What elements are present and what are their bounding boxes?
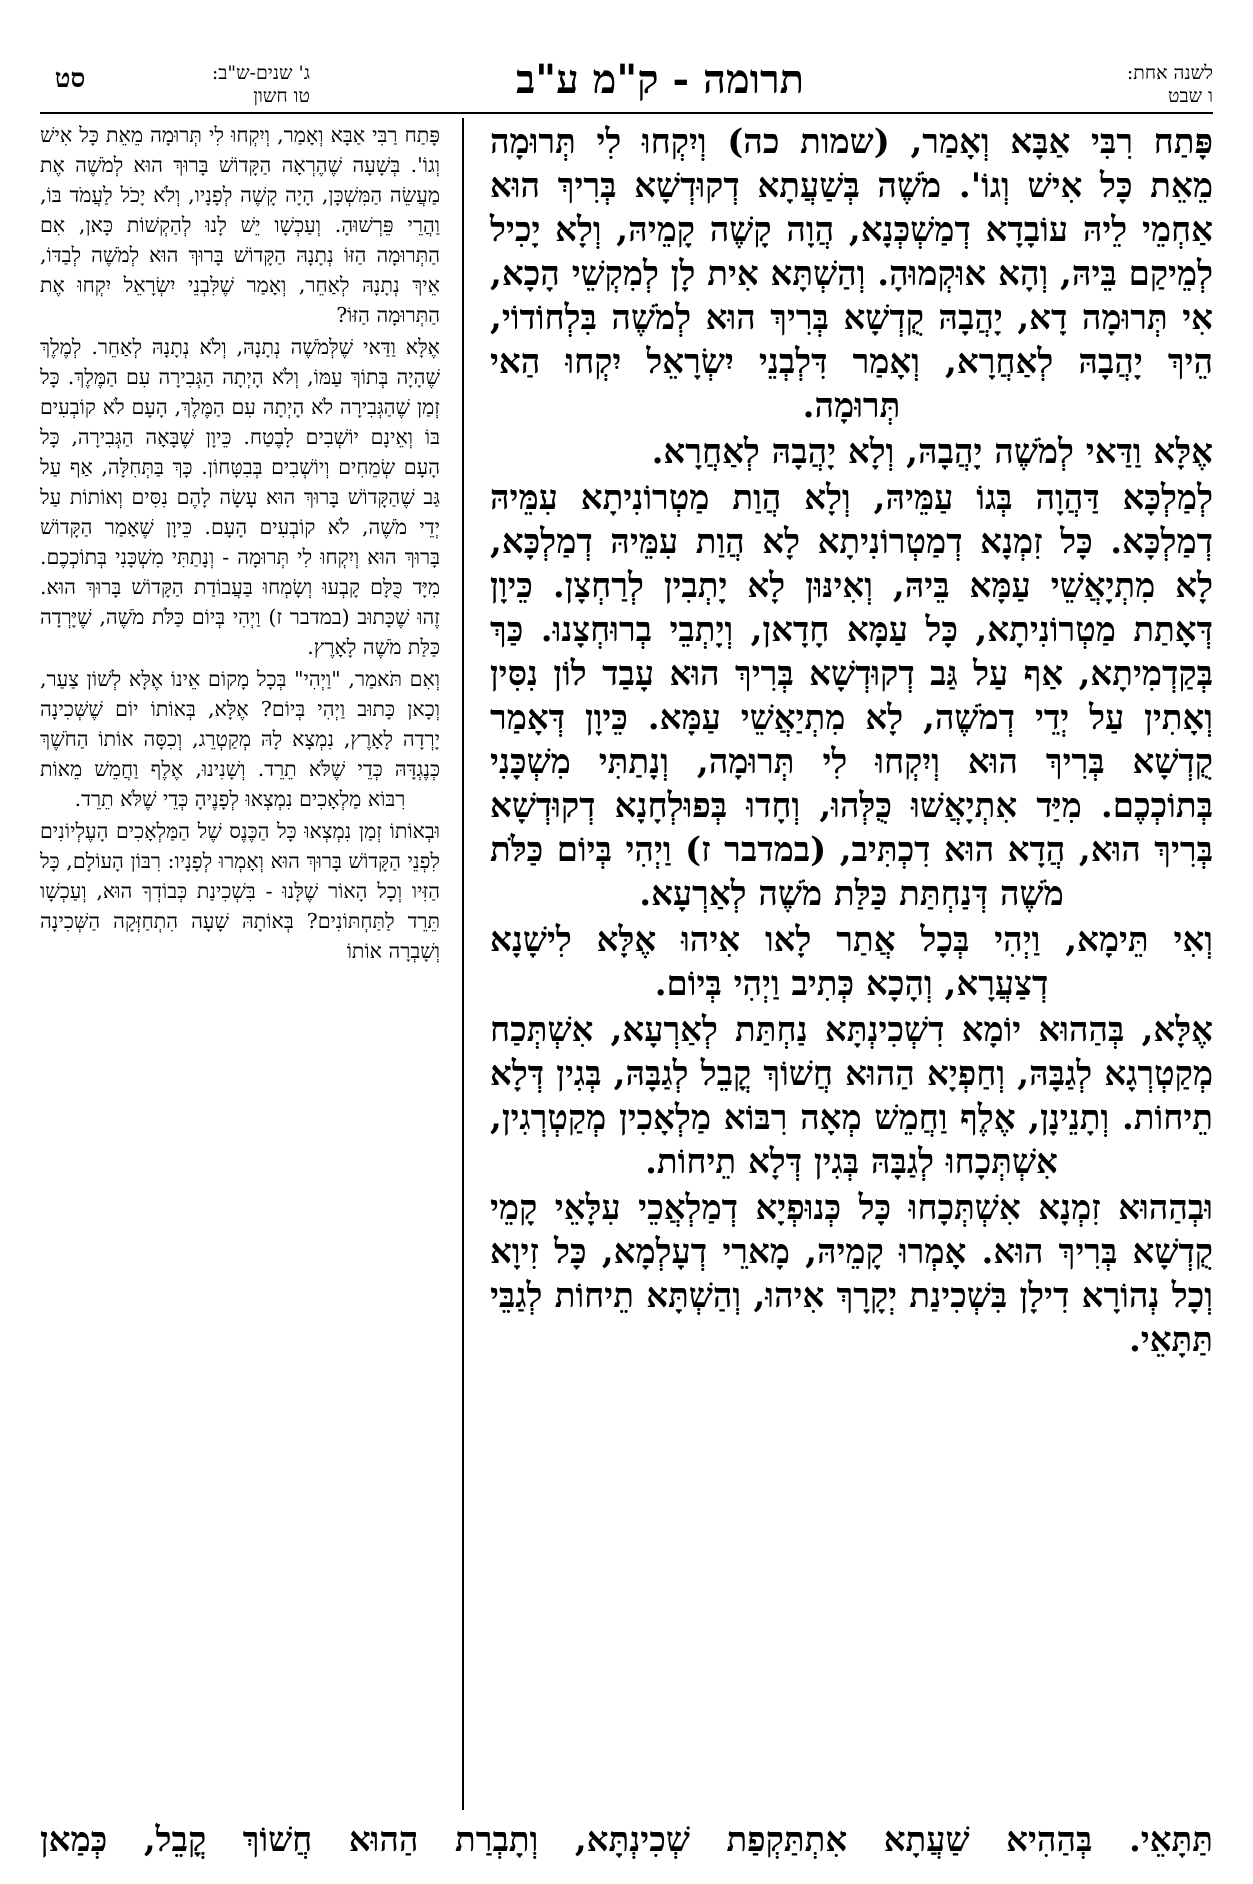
three-years-label: ג' שנים-ש"ב: — [211, 62, 310, 84]
header-divider — [40, 112, 1213, 114]
side-paragraph: וְאִם תֹּאמַר, "וַיְהִי" בְּכָל מָקוֹם אֵינוֹ אֶלָּא לְשׁוֹן צַעַר, וְכָאן כָּתוּב וַיְהִי בְּיוֹם? אֶלָּא, בְּאוֹתוֹ יוֹם שֶׁשְּׁכִינָה יָרְדָה לָאָרֶץ, נִמְצָא לָהּ מְקַטְרֵג, וְכִסָּה אוֹתוֹ הַחֹשֶׁךְ כְּנֶגְדָּהּ כְּדֵי שֶׁלֹּא תֵרֵד. וְשָׁנִינוּ, אֶלֶף וַחֲמֵשׁ מֵאוֹת רִבּוֹא מַלְאָכִים נִמְצְאוּ לְפָנֶיהָ כְּדֵי שֶׁלֹּא תֵרֵד. — [40, 667, 440, 811]
study-schedule-one-year — [1003, 62, 1213, 108]
one-year-label: לשנה אחת: — [1126, 62, 1213, 84]
page-title: תרומה - ק"מ ע"ב — [515, 56, 805, 103]
three-years-date: טו חשון — [253, 85, 310, 107]
main-paragraph: וְאִי תֵּימָא, וַיְהִי בְּכָל אֲתַר לָאו אִיהוּ אֶלָּא לִישָׁנָא דְצַעֲרָא, וְהָכָא כְּתִיב וַיְהִי בְּיוֹם. — [490, 920, 1213, 1004]
study-schedule-three-years — [110, 62, 310, 108]
column-divider — [462, 118, 464, 1810]
one-year-date: ו שבט — [1168, 85, 1213, 107]
page-header — [40, 52, 1213, 110]
page-number: סט — [54, 64, 86, 94]
side-paragraph: וּבְאוֹתוֹ זְמַן נִמְצְאוּ כָּל הַכֶּנֶס שֶׁל הַמַּלְאָכִים הָעֶלְיוֹנִים לִפְנֵי הַקָּדוֹשׁ בָּרוּךְ הוּא וְאָמְרוּ לְפָנָיו: רִבּוֹן הָעוֹלָם, כָּל הַזִּיו וְכָל הָאוֹר שֶׁלָּנוּ - בִּשְׁכִינַת כְּבוֹדְךָ הוּא, וְעַכְשָׁו תֵּרֵד לַתַּחְתּוֹנִים? בְּאוֹתָהּ שָׁעָה הִתְחַזְּקָה הַשְּׁכִינָה וְשָׁבְרָה אוֹתוֹ — [40, 819, 440, 963]
main-text-continuation-line: תַּתָּאֵי. בְּהַהִיא שַׁעֲתָא אִתְתַּקְפַת שְׁכִינְתָּא, וְתָבְרַת הַהוּא חֲשׁוֹךְ קֳבֵל, כְּמַאן — [40, 1820, 1213, 1860]
hebrew-translation-column — [40, 120, 440, 968]
main-paragraph: אֶלָּא וַדַּאי לְמֹשֶׁה יָהֲבָהּ, וְלָא יָהֲבָהּ לְאַחֲרָא. — [651, 432, 1213, 472]
main-paragraph: לְמַלְכָּא דַּהֲוָה בְּגוֹ עַמֵּיהּ, וְלָא הֲוַת מַטְרוֹנִיתָא עִמֵּיהּ דְמַלְכָּא. כָּל זִמְנָא דְמַטְרוֹנִיתָא לָא הֲוַת עִמֵּיהּ דְמַלְכָּא, לָא מִתְיָאֲשֵׁי עַמָּא בֵּיהּ, וְאִינּוּן לָא יָתְבִין לְרַחְצָן. כֵּיוָן דְּאָתַת מַטְרוֹנִיתָא, כָּל עַמָּא חָדָאן, וְיָתְבֵי בְרוּחְצָנוּ. כַּךְ בְּקַדְמִיתָא, אַף עַל גַּב דְקוּדְשָׁא בְּרִיךְ הוּא עָבַד לוֹן נִסִּין וְאָתִין עַל יְדֵי דְמֹשֶׁה, לָא מִתְיַאֲשֵׁי עַמָּא. כֵּיוָן דְּאָמַר קֻדְשָׁא בְּרִיךְ הוּא וְיִקְחוּ לִי תְּרוּמָה, וְנָתַתִּי מִשְׁכָּנִי בְּתוֹכְכֶם. מִיַּד אִתְיָאֲשׁוּ כֻּלְּהוּ, וְחָדוּ בְּפוּלְחָנָא דְקוּדְשָׁא בְּרִיךְ הוּא, הֲדָא הוּא דִכְתִּיב, (במדבר ז) וַיְהִי בְּיוֹם כַּלֹּת מֹשֶׁה דְּנַחְתַּת כַּלַּת מֹשֶׁה לְאַרְעָא. — [490, 478, 1213, 914]
main-paragraph: וּבְהַהוּא זִמְנָא אִשְׁתְּכָחוּ כָּל כְּנוּפְיָא דְמַלְאֲכֵי עִלָּאֵי קָמֵי קֻדְשָׁא בְּרִיךְ הוּא. אָמְרוּ קָמֵיהּ, מָארֵי דְעָלְמָא, כָּל זִיוָא וְכָל נְהוֹרָא דִילָן בִּשְׁכִינַת יְקָרָךְ אִיהוּ, וְהַשְׁתָּא תֵיחוֹת לְגַבֵּי תַּתָּאֵי. — [490, 1188, 1213, 1360]
side-paragraph: פָּתַח רַבִּי אַבָּא וְאָמַר, וְיִקְחוּ לִי תְּרוּמָה מֵאֵת כָּל אִישׁ וְגוֹ'. בְּשָׁעָה שֶׁהֶרְאָה הַקָּדוֹשׁ בָּרוּךְ הוּא לְמֹשֶׁה אֶת מַעֲשֵׂה הַמִּשְׁכָּן, הָיָה קָשֶׁה לְפָנָיו, וְלֹא יָכֹל לַעֲמֹד בּוֹ, וַהֲרֵי פֵּרְשׁוּהָ. וְעַכְשָׁו יֵשׁ לָנוּ לְהַקְשׁוֹת כָּאן, אִם הַתְּרוּמָה הַזּוֹ נְתָנָהּ הַקָּדוֹשׁ בָּרוּךְ הוּא לְמֹשֶׁה לְבַדּוֹ, אֵיךְ נְתָנָהּ לְאַחֵר, וְאָמַר שֶׁלִּבְנֵי יִשְׂרָאֵל יִקְחוּ אֶת הַתְּרוּמָה הַזּוֹ? — [40, 123, 440, 327]
side-paragraph: אֶלָּא וַדַּאי שֶׁלְּמֹשֶׁה נְתָנָהּ, וְלֹא נְתָנָהּ לְאַחֵר. לְמֶלֶךְ שֶׁהָיָה בְּתוֹךְ עַמּוֹ, וְלֹא הָיְתָה הַגְּבִירָה עִם הַמֶּלֶךְ. כָּל זְמַן שֶׁהַגְּבִירָה לֹא הָיְתָה עִם הַמֶּלֶךְ, הָעָם לֹא קוֹבְעִים בּוֹ וְאֵינָם יוֹשְׁבִים לָבֶטַח. כֵּיוָן שֶׁבָּאָה הַגְּבִירָה, כָּל הָעָם שְׂמֵחִים וְיוֹשְׁבִים בְּבִטָּחוֹן. כָּךְ בַּתְּחִלָּה, אַף עַל גַּב שֶׁהַקָּדוֹשׁ בָּרוּךְ הוּא עָשָׂה לָהֶם נִסִּים וְאוֹתוֹת עַל יְדֵי מֹשֶׁה, לֹא קוֹבְעִים הָעָם. כֵּיוָן שֶׁאָמַר הַקָּדוֹשׁ בָּרוּךְ הוּא וְיִקְחוּ לִי תְּרוּמָה - וְנָתַתִּי מִשְׁכָּנִי בְּתוֹכְכֶם. מִיָּד כֻּלָּם קָבְעוּ וְשָׂמְחוּ בַּעֲבוֹדַת הַקָּדוֹשׁ בָּרוּךְ הוּא. זֶהוּ שֶׁכָּתוּב (במדבר ז) וַיְהִי בְּיוֹם כַּלֹּת מֹשֶׁה, שֶׁיָּרְדָה כַּלַּת מֹשֶׁה לָאָרֶץ. — [40, 335, 440, 659]
aramaic-main-column — [490, 120, 1213, 1364]
main-paragraph: פָּתַח רִבִּי אַבָּא וְאָמַר, (שמות כה) וְיִקְחוּ לִי תְּרוּמָה מֵאֵת כָּל אִישׁ וְגוֹ'. מֹשֶׁה בְּשַׁעֲתָא דְקוּדְשָׁא בְּרִיךְ הוּא אַחְמֵי לֵיהּ עוֹבָדָא דְמַשְׁכְּנָא, הֲוָה קָשֶׁה קָמֵיהּ, וְלָא יָכִיל לְמֵיקַם בֵּיהּ, וְהָא אוּקְמוּהָ. וְהַשְׁתָּא אִית לָן לְמִקְשֵׁי הָכָא, אִי תְּרוּמָה דָא, יָהֲבָהּ קֻדְשָׁא בְּרִיךְ הוּא לְמֹשֶׁה בִּלְחוֹדוֹי, הֵיךְ יָהֲבָהּ לְאַחֲרָא, וְאָמַר דִּלְבְנֵי יִשְׂרָאֵל יִקְחוּ הַאי תְּרוּמָה. — [490, 122, 1213, 426]
main-paragraph: אֶלָּא, בְּהַהוּא יוֹמָא דִשְׁכִינְתָּא נַחְתַּת לְאַרְעָא, אִשְׁתְּכַח מְקַטְרְגָא לְגַבָּהּ, וְחַפְיָא הַהוּא חֲשׁוֹךְ קֳבֵל לְגַבָּהּ, בְּגִין דְּלָא תֵיחוֹת. וְתָנֵינָן, אֶלֶף וַחֲמֵשׁ מְאָה רִבּוֹא מַלְאָכִין מְקַטְרְגִין, אִשְׁתְּכָחוּ לְגַבָּהּ בְּגִין דְּלָא תֵיחוֹת. — [490, 1010, 1213, 1182]
